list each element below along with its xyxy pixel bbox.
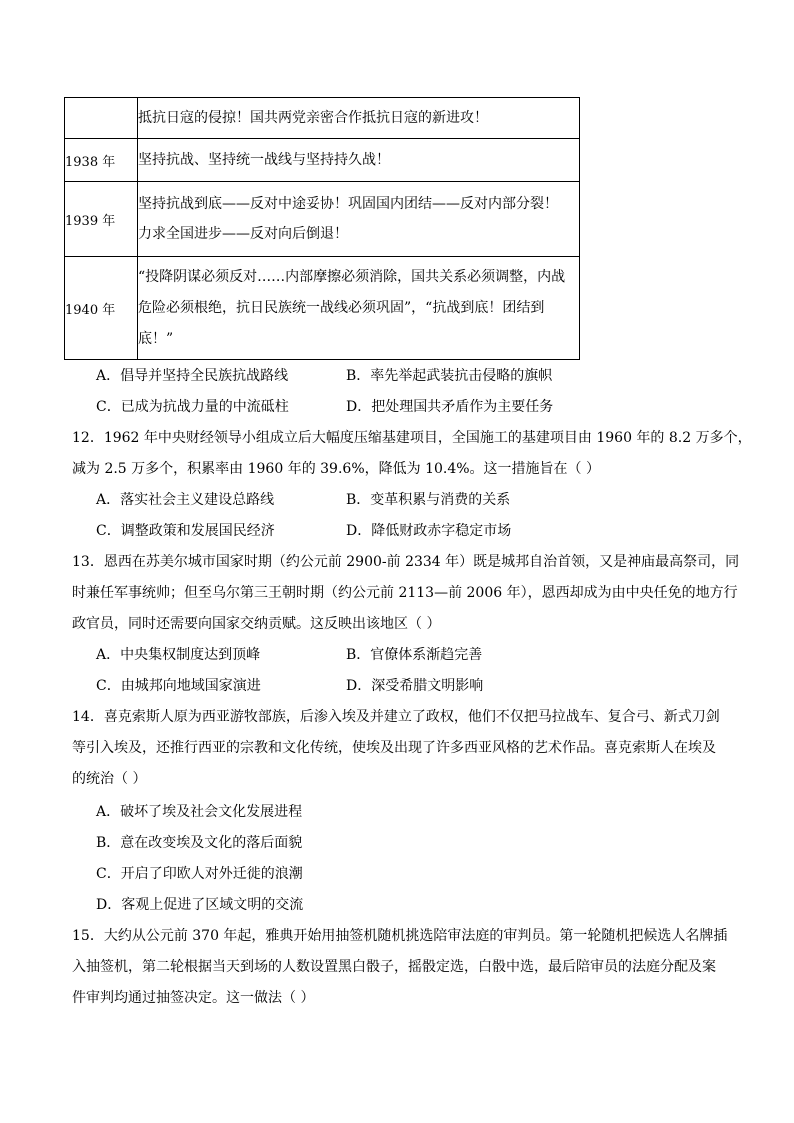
q13-stem-line: 时兼任军事统帅；但至乌尔第三王朝时期（约公元前 2113—前 2006 年），恩西却成为由中央任免的地方行: [72, 585, 738, 601]
q15-stem-line: 入抽签机，第二轮根据当天到场的人数设置黑白骰子，摇骰定选，白骰中选，最后陪审员的法庭分配及案: [72, 959, 716, 975]
slogan-line: “投降阴谋必须反对……内部摩擦必须消除，国共关系必须调整，内战: [138, 268, 566, 285]
slogan-line: 坚持抗战、坚持统一战线与坚持持久战！: [138, 152, 390, 168]
table-row: [65, 98, 580, 139]
table-row: [65, 182, 580, 257]
slogan-cell: [138, 98, 580, 139]
table-row: [65, 139, 580, 182]
slogan-cell: [138, 182, 580, 257]
slogan-cell: [138, 139, 580, 182]
slogan-line: 抵抗日寇的侵掠！国共两党亲密合作抵抗日寇的新进攻！: [138, 110, 488, 126]
year-cell: 1939 年: [65, 182, 138, 257]
year-cell: 1938 年: [65, 139, 138, 182]
q13-option-b[interactable]: B．官僚体系渐趋完善: [346, 647, 483, 663]
q14-option-a[interactable]: A．破坏了埃及社会文化发展进程: [96, 804, 303, 820]
q13-option-a[interactable]: A．中央集权制度达到顶峰: [96, 647, 261, 663]
q12-stem-line: 减为 2.5 万多个，积累率由 1960 年的 39.6%，降低为 10.4%。这一措施旨在（ ）: [72, 461, 600, 477]
q12-option-d[interactable]: D．降低财政赤字稳定市场: [346, 523, 512, 539]
slogan-line: 坚持抗战到底——反对中途妥协！巩固国内团结——反对内部分裂！: [138, 196, 558, 212]
table-row: [65, 257, 580, 360]
q15-stem-line: 件审判均通过抽签决定。这一做法（ ）: [72, 990, 315, 1006]
q12-option-a[interactable]: A．落实社会主义建设总路线: [96, 492, 275, 508]
q15-stem-line: 15．大约从公元前 370 年起，雅典开始用抽签机随机挑选陪审法庭的审判员。第一轮随机把候选人名牌插: [72, 928, 728, 944]
q11-option-b[interactable]: B．率先举起武装抗击侵略的旗帜: [346, 368, 553, 384]
q11-option-d[interactable]: D．把处理国共矛盾作为主要任务: [346, 399, 554, 415]
q11-option-c[interactable]: C．已成为抗战力量的中流砥柱: [96, 399, 289, 415]
q12-option-b[interactable]: B．变革积累与消费的关系: [346, 492, 511, 508]
year-cell: 1940 年: [65, 257, 138, 360]
slogan-table: [64, 97, 580, 360]
slogan-cell: [138, 257, 580, 360]
slogan-line: 力求全国进步——反对向后倒退！: [138, 226, 348, 242]
q12-option-c[interactable]: C．调整政策和发展国民经济: [96, 523, 275, 539]
q14-stem-line: 14．喜克索斯人原为西亚游牧部族，后渗入埃及并建立了政权，他们不仅把马拉战车、复合弓、新式刀剑: [72, 709, 720, 725]
q13-option-c[interactable]: C．由城邦向地域国家演进: [96, 678, 261, 694]
q11-option-a[interactable]: A．倡导并坚持全民族抗战路线: [96, 368, 289, 384]
year-cell: [65, 98, 138, 139]
q13-option-d[interactable]: D．深受希腊文明影响: [346, 678, 484, 694]
q12-stem-line: 12．1962 年中央财经领导小组成立后大幅度压缩基建项目，全国施工的基建项目由 1960 年的 8.2 万多个，: [72, 430, 752, 446]
q14-option-c[interactable]: C．开启了印欧人对外迁徙的浪潮: [96, 866, 303, 882]
q13-stem-line: 13．恩西在苏美尔城市国家时期（约公元前 2900-前 2334 年）既是城邦自治首领，又是神庙最高祭司，同: [72, 554, 740, 570]
q14-option-d[interactable]: D．客观上促进了区域文明的交流: [96, 897, 304, 913]
q14-stem-line: 等引入埃及，还推行西亚的宗教和文化传统，使埃及出现了许多西亚风格的艺术作品。喜克索斯人在埃及: [72, 740, 716, 756]
slogan-line: 危险必须根绝，抗日民族统一战线必须巩固”，“抗战到底！团结到: [138, 299, 545, 316]
q14-option-b[interactable]: B．意在改变埃及文化的落后面貌: [96, 835, 303, 851]
q13-stem-line: 政官员，同时还需要向国家交纳贡赋。这反映出该地区（ ）: [72, 616, 441, 632]
slogan-line: 底！”: [138, 330, 174, 347]
q14-stem-line: 的统治（ ）: [72, 771, 147, 787]
